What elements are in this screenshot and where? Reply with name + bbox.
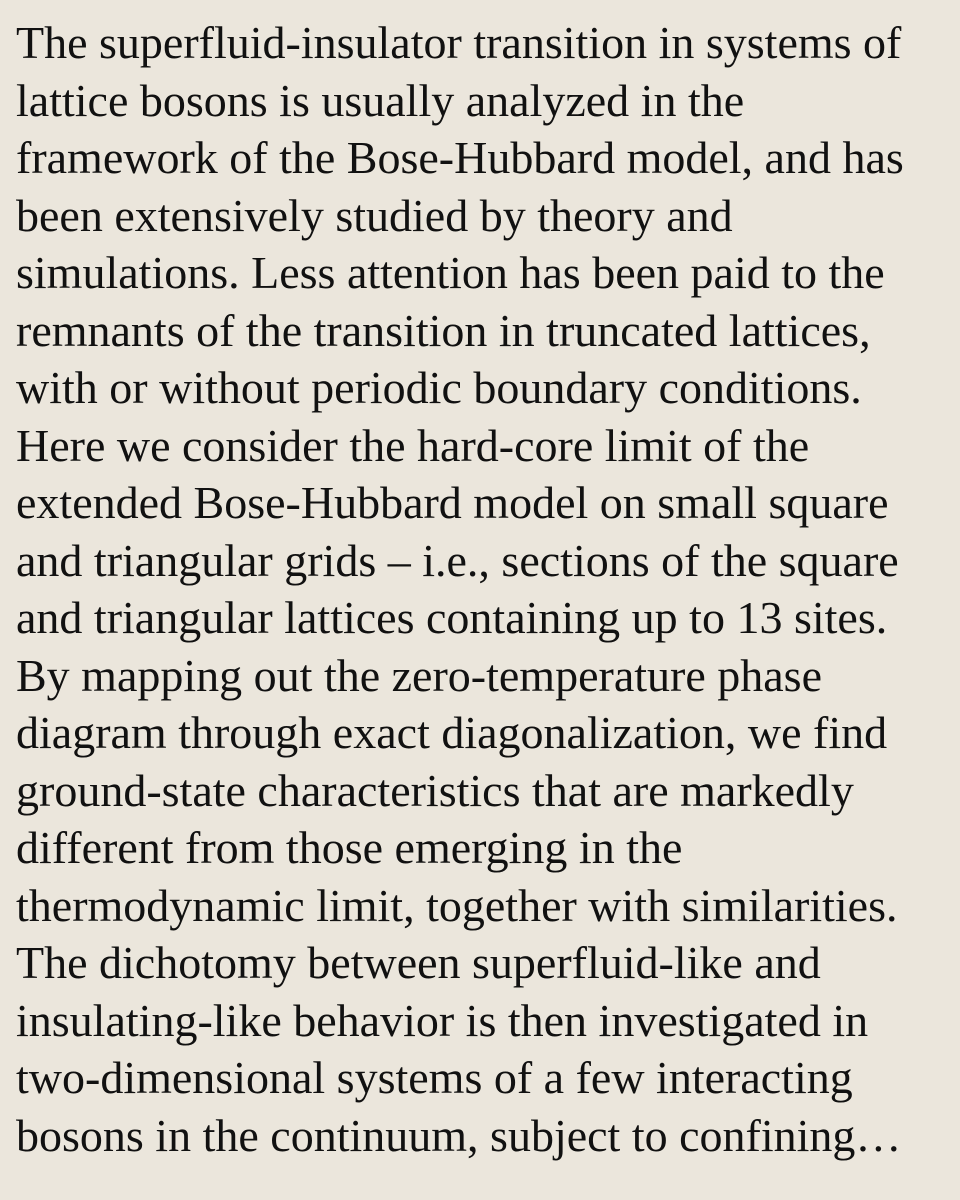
abstract-line: The superfluid-insulator transition in systems of — [16, 17, 902, 68]
abstract-line: with or without periodic boundary conditions. — [16, 362, 862, 413]
abstract-line: Here we consider the hard-core limit of the — [16, 419, 810, 471]
abstract-line: bosons in the continuum, subject to confining… — [16, 1109, 902, 1161]
abstract-line: and triangular lattices containing up to 13 sites. — [16, 592, 888, 643]
abstract-line: remnants of the transition in truncated lattices, — [16, 304, 871, 356]
abstract-line: diagram through exact diagonalization, we find — [16, 707, 888, 758]
abstract-line: two-dimensional systems of a few interacting — [16, 1052, 853, 1103]
abstract-line: lattice bosons is usually analyzed in the — [16, 74, 745, 126]
abstract-line: framework of the Bose-Hubbard model, and has — [16, 132, 904, 183]
abstract-line: different from those emerging in the — [16, 822, 683, 873]
abstract-line: thermodynamic limit, together with similarities. — [16, 879, 898, 931]
abstract-line: been extensively studied by theory and — [16, 189, 733, 241]
abstract-line: simulations. Less attention has been paid to the — [16, 247, 885, 298]
abstract-line: ground-state characteristics that are markedly — [16, 764, 854, 816]
abstract-line: insulating-like behavior is then investigated in — [16, 994, 869, 1046]
abstract-line: extended Bose-Hubbard model on small square — [16, 477, 889, 528]
abstract-line: and triangular grids – i.e., sections of the square — [16, 534, 899, 586]
abstract-text — [16, 14, 944, 1164]
abstract-line: The dichotomy between superfluid-like and — [16, 937, 821, 988]
abstract-line: By mapping out the zero-temperature phase — [16, 649, 822, 701]
